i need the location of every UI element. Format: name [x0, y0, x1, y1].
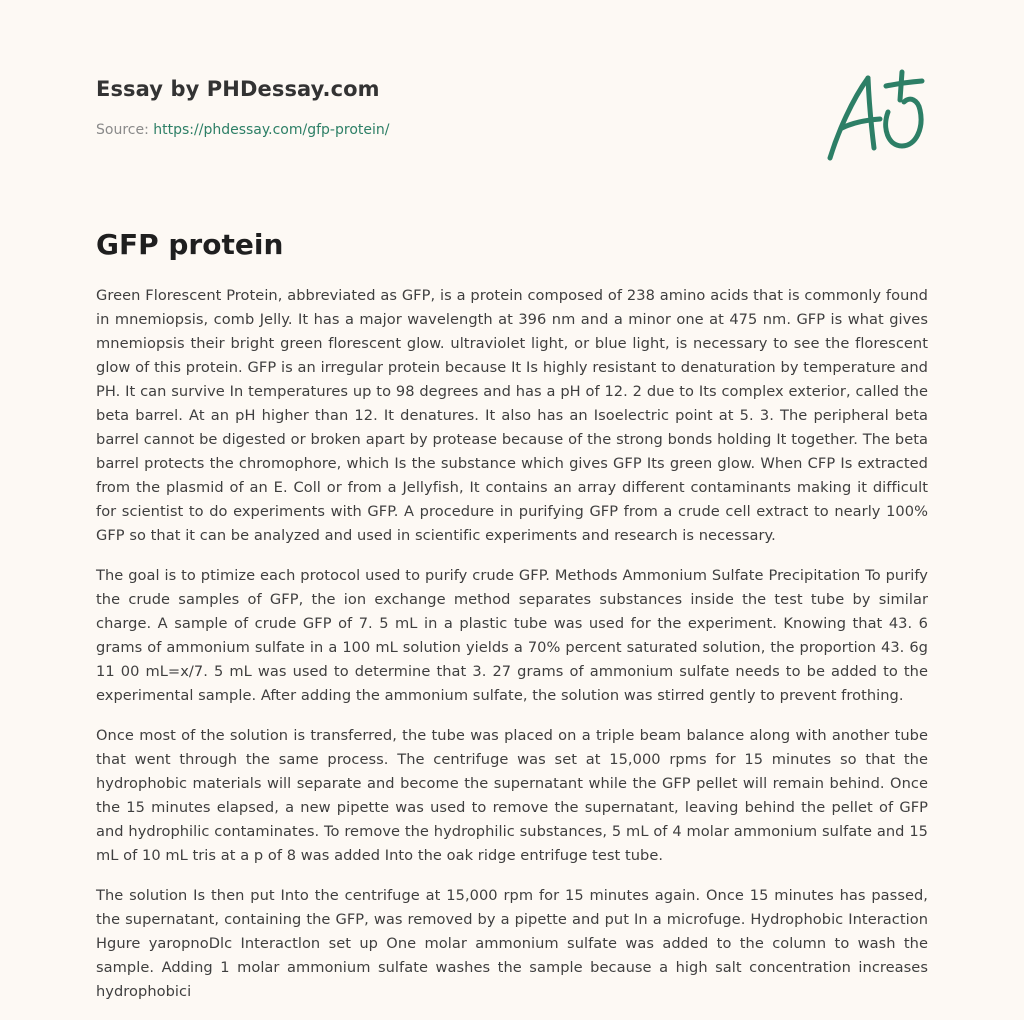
source-line — [96, 120, 928, 140]
page-header — [96, 74, 928, 140]
source-link[interactable]: https://phdessay.com/gfp-protein/ — [153, 122, 390, 138]
a-plus-grade-icon — [818, 66, 930, 166]
source-label: Source: — [96, 122, 154, 138]
essay-body — [96, 284, 928, 1020]
essay-paragraph: The goal is to ptimize each protocol used to purify crude GFP. Methods Ammonium Sulfate Precipitation To purify the crude samples of GFP, the ion exchange method separates substances inside the test tube by similar charge. A sample of crude GFP of 7. 5 mL in a plastic tube was used for the experiment. Knowing that 43. 6 grams of ammonium sulfate in a 100 mL solution yields a 70% percent saturated solution, the proportion 43. 6g 11 00 mL=x/7. 5 mL was used to determine that 3. 27 grams of ammonium sulfate needs to be added to the experimental sample. After adding the ammonium sulfate, the solution was stirred gently to prevent frothing. — [96, 567, 928, 704]
essay-paragraph: Once most of the solution is transferred, the tube was placed on a triple beam balance along with another tube that went through the same process. The centrifuge was set at 15,000 rpms for 15 minutes so that the hydrophobic materials will separate and become the supernatant while the GFP pellet will remain behind. Once the 15 minutes elapsed, a new pipette was used to remove the supernatant, leaving behind the pellet of GFP and hydrophilic contaminates. To remove the hydrophilic substances, 5 mL of 4 molar ammonium sulfate and 15 mL of 10 mL tris at a p of 8 was added Into the oak ridge entrifuge test tube. — [96, 727, 928, 864]
essay-paragraph: The solution Is then put Into the centrifuge at 15,000 rpm for 15 minutes again. Once 15 minutes has passed, the supernatant, containing the GFP, was removed by a pipette and put In a microfuge. Hydrophobic Interaction Hgure yaropnoDlc Interactlon set up One molar ammonium sulfate was added to the column to wash the sample. Adding 1 molar ammonium sulfate washes the sample because a high salt concentration increases hydrophobici — [96, 887, 928, 1000]
site-brand: Essay by PHDessay.com — [96, 77, 380, 101]
essay-title: GFP protein — [96, 228, 284, 261]
essay-paragraph: Green Florescent Protein, abbreviated as GFP, is a protein composed of 238 amino acids that is commonly found in mnemiopsis, comb Jelly. It has a major wavelength at 396 nm and a minor one at 475 nm. GFP is what gives mnemiopsis their bright green florescent glow. ultraviolet light, or blue light, is necessary to see the florescent glow of this protein. GFP is an irregular protein because It Is highly resistant to denaturation by temperature and PH. It can survive In temperatures up to 98 degrees and has a pH of 12. 2 due to Its complex exterior, called the beta barrel. At an pH higher than 12. It denatures. It also has an Isoelectric point at 5. 3. The peripheral beta barrel cannot be digested or broken apart by protease because of the strong bonds holding It together. The beta barrel protects the chromophore, which Is the substance which gives GFP Its green glow. When CFP Is extracted from the plasmid of an E. Coll or from a Jellyfish, It contains an array different contaminants making it difficult for scientist to do experiments with GFP. A procedure in purifying GFP from a crude cell extract to nearly 100% GFP so that it can be analyzed and used in scientific experiments and research is necessary. — [96, 287, 928, 544]
